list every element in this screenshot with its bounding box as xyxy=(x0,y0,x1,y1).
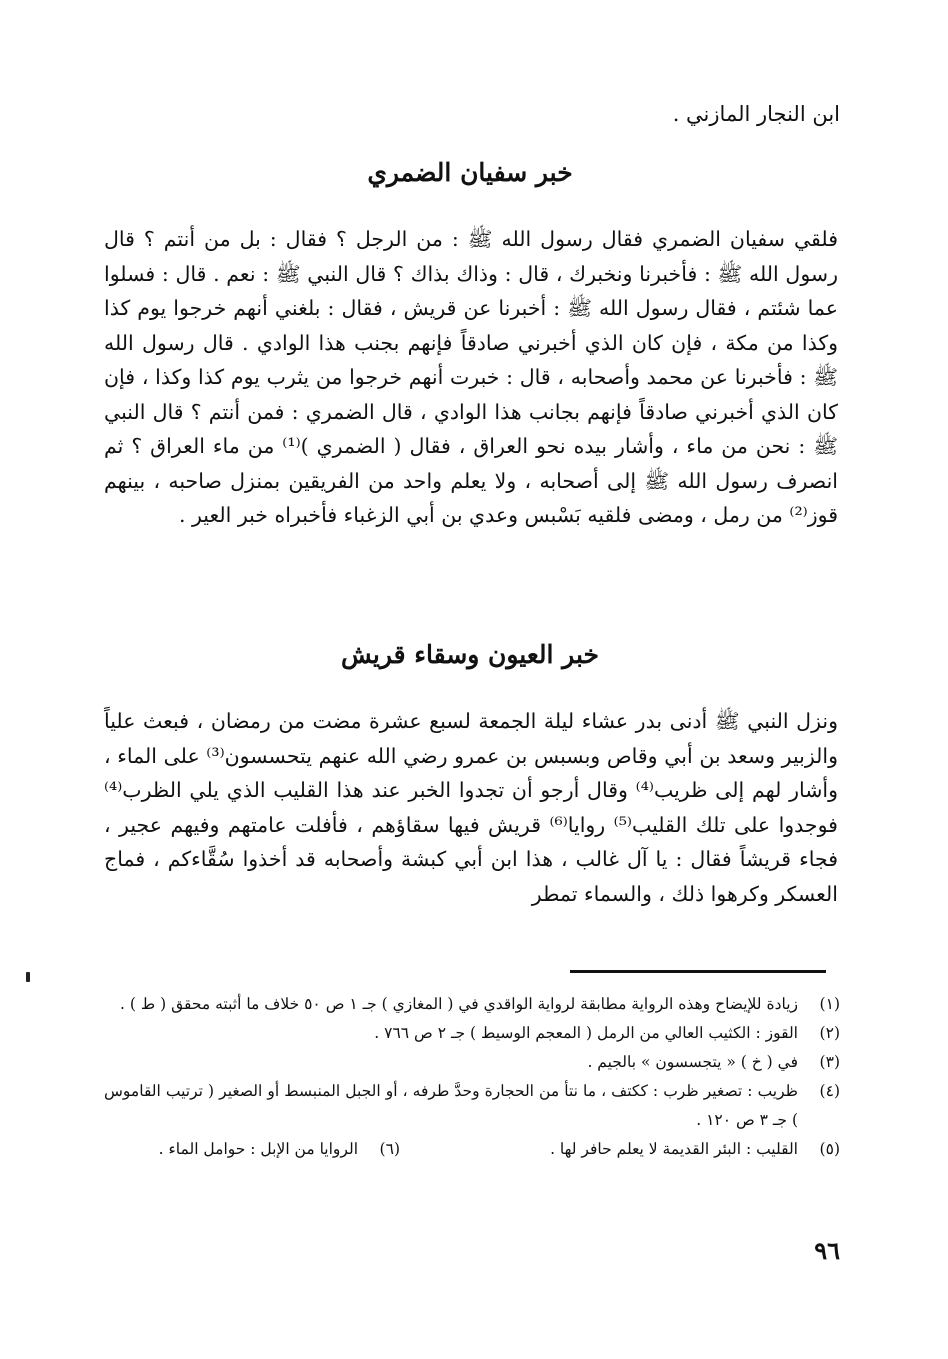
section-title-uyun: خبر العيون وسقاء قريش xyxy=(341,640,599,669)
margin-mark xyxy=(26,972,30,982)
footnote-text: ظريب : تصغير ظرب : ككتف ، ما نتأ من الحجارة وحدَّ طرفه ، أو الجبل المنبسط أو الصغير ( ترتيب القاموس ) جـ ٣ ص ١٢٠ . xyxy=(104,1082,798,1129)
footnote-text: في ( خ ) « يتجسسون » بالجيم . xyxy=(587,1053,798,1071)
footnote-item xyxy=(104,1048,840,1077)
paragraph-text: فلقي سفيان الضمري فقال رسول الله ﷺ : من الرجل ؟ فقال : بل من أنتم ؟ قال رسول الله ﷺ : فأخبرنا ونخبرك ، قال : وذاك بذاك ؟ قال النبي ﷺ : نعم . قال : فسلوا عما شئتم ، فقال رسول الله ﷺ : أخبرنا عن قريش ، فقال : بلغني أنهم خرجوا يوم كذا وكذا من مكة ، فإن كان الذي أخبرني صادقاً فإنهم بجنب هذا الوادي . قال رسول الله ﷺ : فأخبرنا عن محمد وأصحابه ، قال : خبرت أنهم خرجوا من يثرب يوم كذا وكذا ، فإن كان الذي أخبرني صادقاً فإنهم بجانب هذا الوادي ، قال الضمري : فمن أنتم ؟ قال النبي ﷺ : نحن من ماء ، وأشار بيده نحو العراق ، فقال ( الضمري )⁽¹⁾ من ماء العراق ؟ ثم انصرف رسول الله ﷺ إلى أصحابه ، ولا يعلم واحد من الفريقين بمنزل صاحبه ، بينهم قوز⁽²⁾ من رمل ، ومضى فلقيه بَسْبس وعدي بن أبي الزغباء فأخبراه خبر العير . xyxy=(104,227,839,527)
footnote-item xyxy=(400,1135,840,1164)
footnote-item xyxy=(104,1077,840,1135)
section-paragraph-sufyan xyxy=(104,222,838,533)
footnote-number: (٣) xyxy=(819,1053,840,1071)
footnote-item xyxy=(104,990,840,1019)
footnote-divider xyxy=(570,970,826,973)
footnote-text: الروايا من الإبل : حوامل الماء . xyxy=(158,1140,358,1158)
footnote-number: (٥) xyxy=(819,1140,840,1158)
footnote-pair xyxy=(104,1135,840,1164)
footnote-item xyxy=(104,1135,400,1164)
footnote-number: (١) xyxy=(819,995,840,1013)
paragraph-text: ونزل النبي ﷺ أدنى بدر عشاء ليلة الجمعة لسبع عشرة مضت من رمضان ، فبعث علياً والزبير وسعد بن أبي وقاص وبسبس بن عمرو رضي الله عنهم يتحسسون⁽³⁾ على الماء ، وأشار لهم إلى ظريب⁽⁴⁾ وقال أرجو أن تجدوا الخبر عند هذا القليب الذي يلي الظرب⁽⁴⁾ فوجدوا على تلك القليب⁽⁵⁾ روايا⁽⁶⁾ قريش فيها سقاؤهم ، فأفلت عامتهم وفيهم عجير ، فجاء قريشاً فقال : يا آل غالب ، هذا ابن أبي كبشة وأصحابه قد أخذوا سُقَّاءكم ، فماج العسكر وكرهوا ذلك ، والسماء تمطر xyxy=(104,709,838,906)
footnote-number: (٢) xyxy=(819,1024,840,1042)
footnote-text: القوز : الكثيب العالي من الرمل ( المعجم الوسيط ) جـ ٢ ص ٧٦٦ . xyxy=(374,1024,798,1042)
footnote-text: القليب : البئر القديمة لا يعلم حافر لها . xyxy=(550,1140,798,1158)
footnote-number: (٤) xyxy=(819,1082,840,1100)
footnote-item xyxy=(104,1019,840,1048)
section-title-sufyan: خبر سفيان الضمري xyxy=(367,158,573,187)
footnotes xyxy=(104,990,840,1164)
section-paragraph-uyun xyxy=(104,704,838,911)
footnote-text: زيادة للإيضاح وهذه الرواية مطابقة لرواية الواقدي في ( المغازي ) جـ ١ ص ٥٠ خلاف ما أثبته محقق ( ط ) . xyxy=(120,995,798,1013)
running-header: ابن النجار المازني . xyxy=(672,102,840,126)
page-number: ٩٦ xyxy=(814,1236,840,1265)
footnote-number: (٦) xyxy=(379,1140,400,1158)
